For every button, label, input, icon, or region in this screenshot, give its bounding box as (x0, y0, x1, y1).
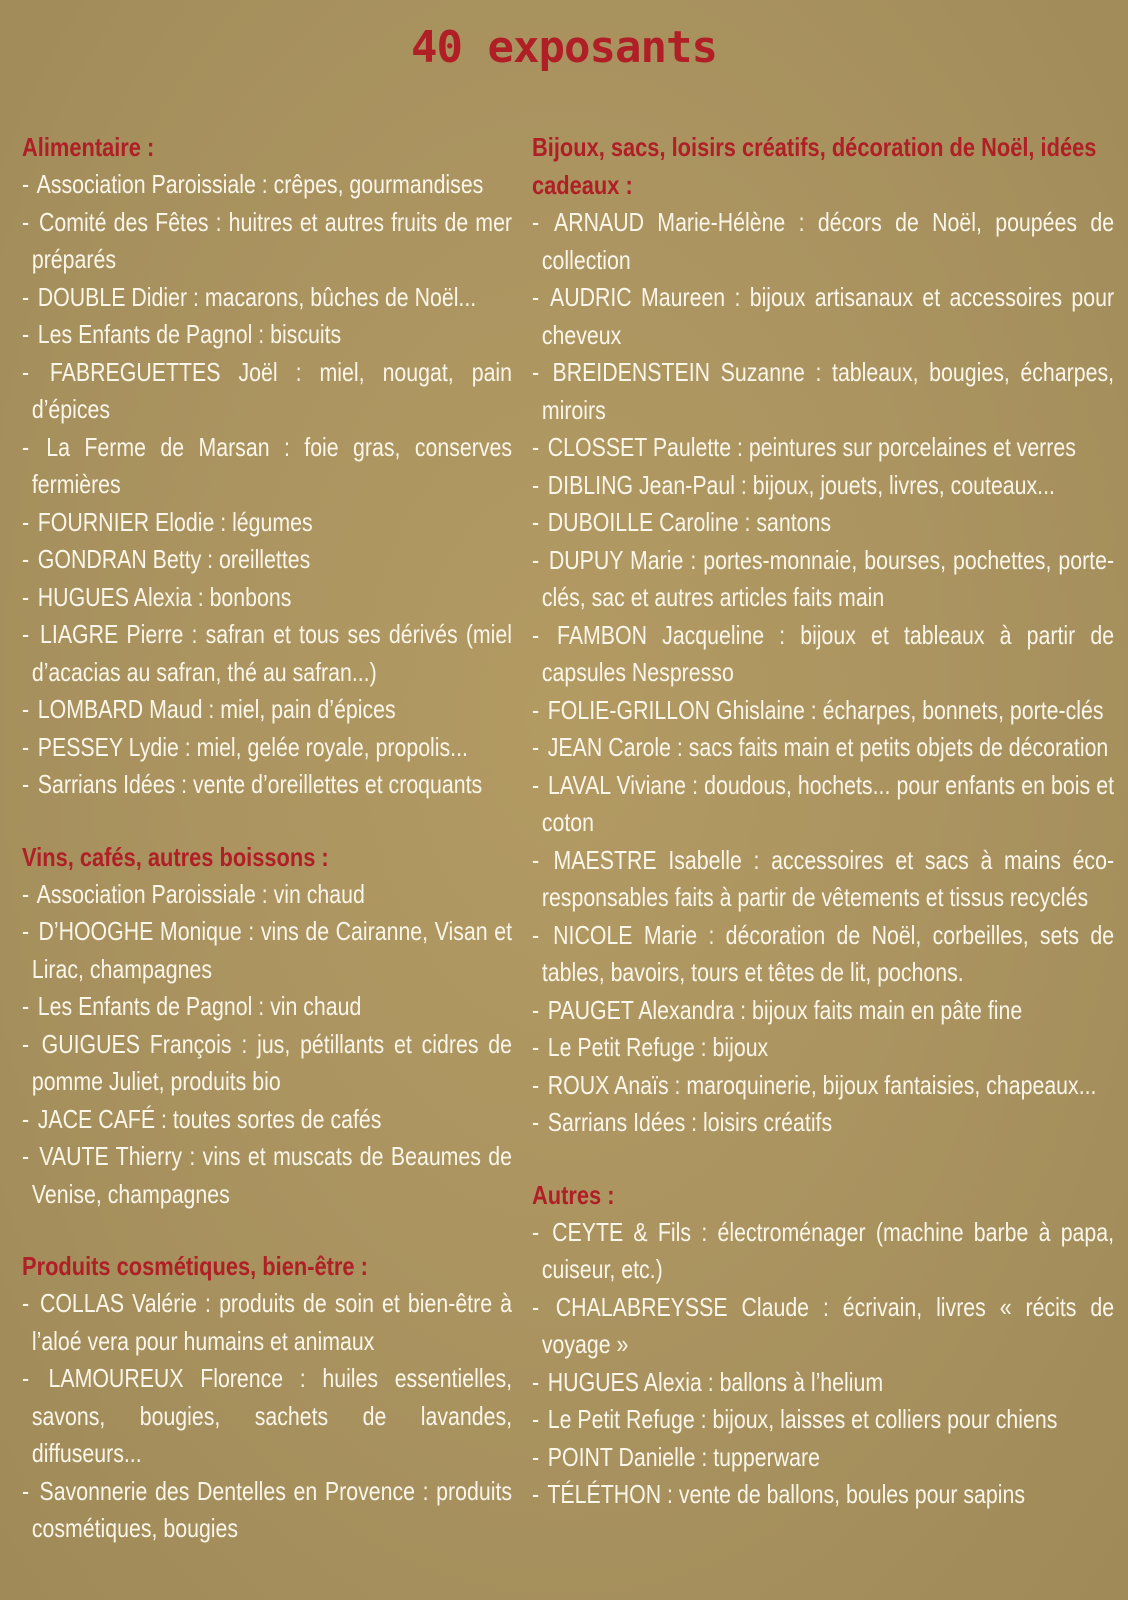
exhibitor-item (22, 429, 512, 504)
bullet-dash: - (22, 206, 30, 237)
exhibitor-item (532, 1029, 1114, 1067)
exhibitor-item (532, 617, 1114, 692)
exhibitor-item (22, 1026, 512, 1101)
exhibitor-item (22, 913, 512, 988)
bullet-dash: - (532, 432, 540, 462)
exhibitor-item (532, 1364, 1114, 1402)
exhibitor-item (22, 1473, 512, 1548)
exhibitor-item (532, 917, 1114, 992)
left-column (22, 128, 513, 1582)
exhibitor-section (22, 128, 513, 804)
bullet-dash: - (532, 919, 540, 950)
section-heading: Autres : (532, 1179, 615, 1210)
exhibitor-text: PESSEY Lydie : miel, gelée royale, propolis... (37, 731, 468, 762)
exhibitor-item (22, 729, 512, 767)
bullet-dash: - (532, 994, 540, 1025)
bullet-dash: - (22, 1028, 30, 1059)
exhibitor-text: FABREGUETTES Joël : miel, nougat, pain d’épices (31, 356, 513, 424)
bullet-dash: - (532, 357, 540, 387)
exhibitor-text: HUGUES Alexia : ballons à l’helium (547, 1366, 884, 1397)
exhibitor-item (532, 204, 1114, 279)
exhibitor-text: GUIGUES François : jus, pétillants et cidres de pomme Juliet, produits bio (31, 1028, 513, 1096)
exhibitor-item (532, 1476, 1114, 1514)
exhibitor-text: Comité des Fêtes : huitres et autres fruits de mer préparés (31, 206, 513, 274)
bullet-dash: - (22, 1288, 30, 1318)
exhibitor-text: FOURNIER Elodie : légumes (37, 506, 313, 537)
bullet-dash: - (22, 169, 30, 199)
section-heading: Bijoux, sacs, loisirs créatifs, décoration de Noël, idées cadeaux : (532, 132, 1097, 200)
exhibitor-text: Savonnerie des Dentelles en Provence : produits cosmétiques, bougies (31, 1475, 513, 1543)
exhibitor-text: LIAGRE Pierre : safran et tous ses dérivés (miel d’acacias au safran, thé au safran...) (31, 619, 513, 687)
exhibitor-text: CEYTE & Fils : électroménager (machine barbe à papa, cuiseur, etc.) (541, 1216, 1115, 1284)
exhibitor-text: ARNAUD Marie-Hélène : décors de Noël, poupées de collection (541, 207, 1115, 275)
exhibitor-text: AUDRIC Maureen : bijoux artisanaux et accessoires pour cheveux (541, 282, 1115, 350)
exhibitor-text: Association Paroissiale : vin chaud (36, 878, 365, 909)
bullet-dash: - (22, 1103, 30, 1134)
page-title: 40 exposants (411, 22, 717, 73)
bullet-dash: - (22, 694, 30, 724)
exhibitor-item (22, 691, 512, 729)
exhibitor-text: DUBOILLE Caroline : santons (547, 507, 831, 537)
bullet-dash: - (22, 731, 30, 762)
exhibitor-item (22, 988, 512, 1026)
exhibitor-text: POINT Danielle : tupperware (547, 1441, 820, 1472)
bullet-dash: - (532, 282, 540, 312)
exhibitor-text: JEAN Carole : sacs faits main et petits objets de décoration (547, 732, 1109, 762)
bullet-dash: - (22, 544, 30, 574)
exhibitor-text: NICOLE Marie : décoration de Noël, corbeilles, sets de tables, bavoirs, tours et têtes de lit, pochons. (541, 919, 1115, 987)
exhibitor-text: DUPUY Marie : portes-monnaie, bourses, pochettes, porte-clés, sac et autres articles faits main (541, 544, 1115, 612)
exhibitor-section (22, 838, 513, 1214)
bullet-dash: - (22, 319, 30, 349)
exhibitor-text: DIBLING Jean-Paul : bijoux, jouets, livres, couteaux... (547, 469, 1055, 500)
bullet-dash: - (22, 991, 30, 1021)
bullet-dash: - (22, 506, 30, 537)
bullet-dash: - (22, 356, 30, 387)
exhibitor-item (22, 766, 512, 804)
exhibitor-text: MAESTRE Isabelle : accessoires et sacs à mains éco-responsables faits à partir de vêtements et tissus recyclés (541, 844, 1115, 912)
bullet-dash: - (532, 507, 540, 537)
exhibitor-text: Le Petit Refuge : bijoux, laisses et colliers pour chiens (547, 1404, 1058, 1434)
bullet-dash: - (532, 1069, 540, 1100)
exhibitor-text: FAMBON Jacqueline : bijoux et tableaux à partir de capsules Nespresso (541, 619, 1115, 687)
exhibitor-text: GONDRAN Betty : oreillettes (37, 544, 311, 574)
exhibitor-item (532, 1214, 1114, 1289)
exhibitor-text: HUGUES Alexia : bonbons (37, 581, 292, 612)
bullet-dash: - (532, 1107, 540, 1137)
exhibitor-item (532, 1439, 1114, 1477)
bullet-dash: - (532, 1441, 540, 1472)
bullet-dash: - (22, 1363, 30, 1393)
exhibitor-text: LAVAL Viviane : doudous, hochets... pour enfants en bois et coton (541, 769, 1115, 837)
bullet-dash: - (532, 1291, 540, 1322)
exhibitor-item (532, 692, 1114, 730)
exhibitor-text: La Ferme de Marsan : foie gras, conserves fermières (31, 431, 513, 499)
bullet-dash: - (532, 469, 540, 500)
exhibitor-item (532, 767, 1114, 842)
bullet-dash: - (22, 619, 30, 649)
exhibitor-text: D’HOOGHE Monique : vins de Cairanne, Visan et Lirac, champagnes (31, 916, 513, 984)
exhibitor-section (532, 128, 1115, 1142)
exhibitor-text: FOLIE-GRILLON Ghislaine : écharpes, bonnets, porte-clés (547, 694, 1104, 725)
bullet-dash: - (532, 1366, 540, 1397)
exhibitor-item (22, 1360, 512, 1473)
bullet-dash: - (22, 1141, 30, 1171)
bullet-dash: - (532, 1479, 540, 1509)
bullet-dash: - (22, 878, 30, 909)
exhibitor-item (532, 504, 1114, 542)
exhibitor-item (22, 1101, 512, 1139)
exhibitor-section (22, 1247, 513, 1548)
exhibitor-item (532, 279, 1114, 354)
exhibitor-item (22, 354, 512, 429)
exhibitor-item (532, 1104, 1114, 1142)
exhibitor-item (532, 1401, 1114, 1439)
exhibitor-item (532, 429, 1114, 467)
exhibitor-text: COLLAS Valérie : produits de soin et bien-être à l’aloé vera pour humains et animaux (31, 1288, 513, 1356)
bullet-dash: - (532, 1216, 540, 1247)
exhibitor-item (22, 1285, 512, 1360)
section-heading: Vins, cafés, autres boissons : (22, 841, 329, 872)
exhibitor-text: Les Enfants de Pagnol : vin chaud (37, 991, 362, 1021)
section-heading: Produits cosmétiques, bien-être : (22, 1251, 368, 1281)
exhibitor-item (22, 279, 512, 317)
exhibitor-text: Le Petit Refuge : bijoux (547, 1032, 769, 1062)
exhibitor-text: CHALABREYSSE Claude : écrivain, livres « récits de voyage » (541, 1291, 1115, 1359)
bullet-dash: - (22, 581, 30, 612)
bullet-dash: - (532, 844, 540, 875)
bullet-dash: - (532, 769, 540, 800)
exhibitor-item (532, 354, 1114, 429)
right-column (532, 128, 1115, 1548)
exhibitor-item (22, 204, 512, 279)
exhibitor-item (22, 579, 512, 617)
exhibitor-item (22, 504, 512, 542)
exhibitor-item (22, 616, 512, 691)
exhibitor-text: PAUGET Alexandra : bijoux faits main en pâte fine (547, 994, 1023, 1025)
bullet-dash: - (532, 207, 540, 237)
exhibitor-item (532, 992, 1114, 1030)
bullet-dash: - (22, 916, 30, 946)
section-heading: Alimentaire : (22, 132, 155, 162)
bullet-dash: - (532, 694, 540, 725)
exhibitor-item (22, 1138, 512, 1213)
bullet-dash: - (532, 619, 540, 650)
bullet-dash: - (22, 769, 30, 799)
exhibitor-text: DOUBLE Didier : macarons, bûches de Noël... (37, 281, 477, 312)
bullet-dash: - (532, 1032, 540, 1062)
bullet-dash: - (22, 1475, 30, 1506)
exhibitor-item (22, 166, 512, 204)
exhibitor-text: TÉLÉTHON : vente de ballons, boules pour sapins (547, 1479, 1025, 1509)
bullet-dash: - (532, 732, 540, 762)
bullet-dash: - (22, 431, 30, 462)
exhibitor-item (22, 876, 512, 914)
exhibitor-item (532, 467, 1114, 505)
exhibitor-item (22, 541, 512, 579)
exhibitor-text: Association Paroissiale : crêpes, gourmandises (36, 169, 484, 199)
bullet-dash: - (22, 281, 30, 312)
exhibitor-text: ROUX Anaïs : maroquinerie, bijoux fantaisies, chapeaux... (547, 1069, 1097, 1100)
exhibitor-item (532, 1067, 1114, 1105)
exhibitor-item (532, 1289, 1114, 1364)
bullet-dash: - (532, 1404, 540, 1434)
exhibitor-item (22, 316, 512, 354)
exhibitor-text: VAUTE Thierry : vins et muscats de Beaumes de Venise, champagnes (31, 1141, 513, 1209)
exhibitor-text: Sarrians Idées : vente d’oreillettes et croquants (37, 769, 483, 799)
exhibitor-text: Les Enfants de Pagnol : biscuits (37, 319, 342, 349)
exhibitor-text: Sarrians Idées : loisirs créatifs (547, 1107, 833, 1137)
exhibitor-text: LAMOUREUX Florence : huiles essentielles, savons, bougies, sachets de lavandes, diffuseurs... (31, 1363, 513, 1468)
exhibitor-text: JACE CAFÉ : toutes sortes de cafés (37, 1103, 382, 1134)
exhibitor-item (532, 542, 1114, 617)
exhibitor-item (532, 729, 1114, 767)
exhibitor-section (532, 1176, 1115, 1514)
exhibitor-text: LOMBARD Maud : miel, pain d’épices (37, 694, 396, 724)
exhibitor-item (532, 842, 1114, 917)
exhibitor-text: CLOSSET Paulette : peintures sur porcelaines et verres (547, 432, 1076, 462)
exhibitor-text: BREIDENSTEIN Suzanne : tableaux, bougies, écharpes, miroirs (541, 357, 1115, 425)
bullet-dash: - (532, 544, 540, 575)
